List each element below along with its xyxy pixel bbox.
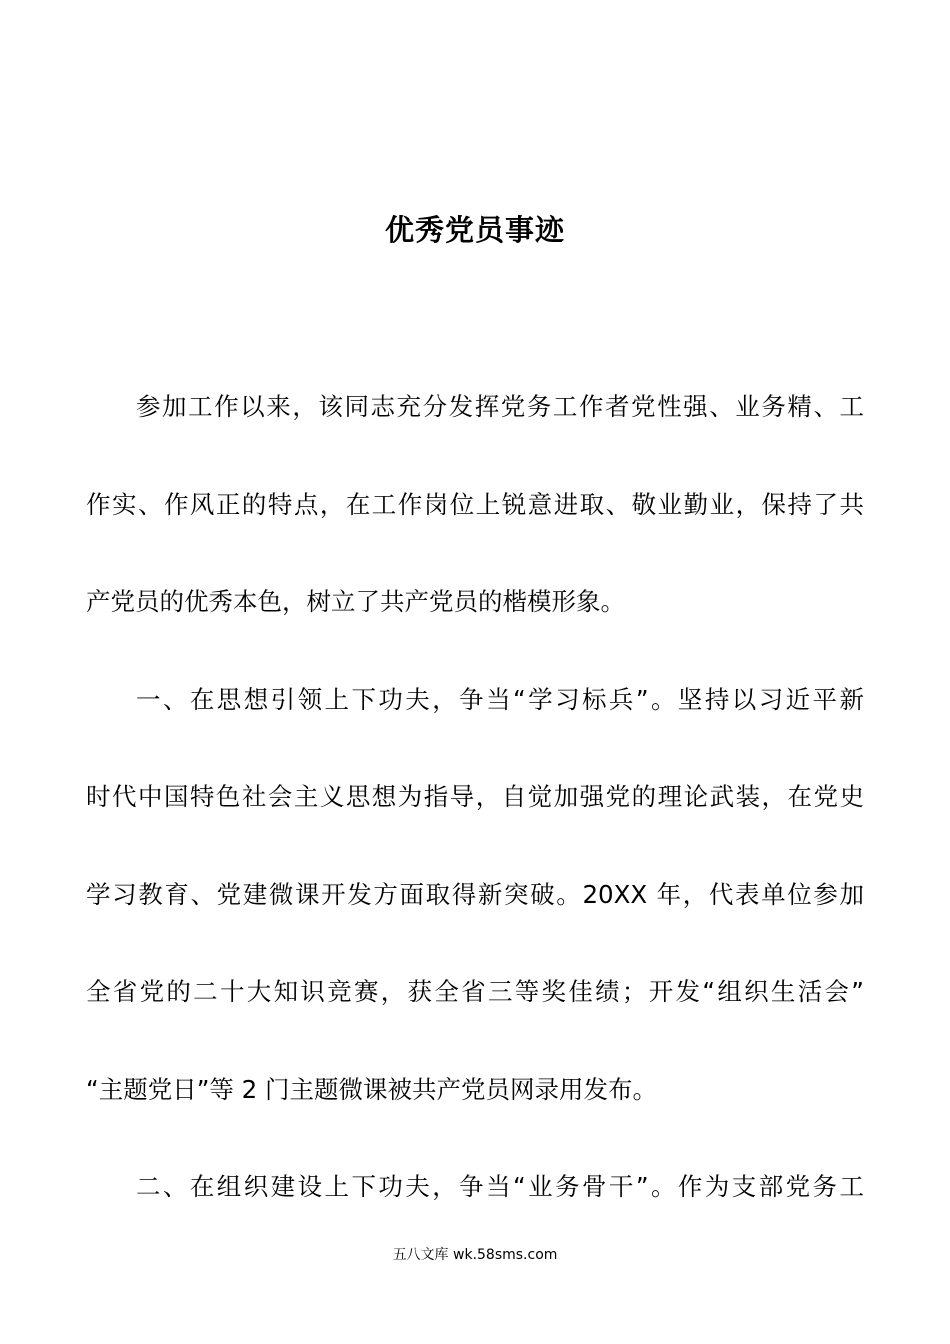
paragraph-line: “主题党日”等 2 门主题微课被共产党员网录用发布。 [86,1074,658,1104]
paragraph-line: 产党员的优秀本色，树立了共产党员的楷模形象。 [86,587,625,616]
document-title: 优秀党员事迹 [384,213,565,247]
paragraph-line: 作实、作风正的特点，在工作岗位上锐意进取、敬业勤业，保持了共 [86,489,864,519]
paragraph-line: 参加工作以来，该同志充分发挥党务工作者党性强、业务精、工 [136,392,864,421]
paragraph-line: 学习教育、党建微课开发方面取得新突破。20XX 年，代表单位参加 [86,879,864,909]
paragraph-line: 全省党的二十大知识竞赛，获全省三等奖佳绩；开发“组织生活会” [86,977,864,1006]
paragraph-line: 二、在组织建设上下功夫，争当“业务骨干”。作为支部党务工 [136,1172,864,1201]
paragraph-line: 一、在思想引领上下功夫，争当“学习标兵”。坚持以习近平新 [136,684,864,714]
document-body [86,388,864,1266]
footer-watermark: 五八文库 wk.58sms.com [392,1247,558,1263]
paragraph-line: 时代中国特色社会主义思想为指导，自觉加强党的理论武装，在党史 [86,782,864,811]
